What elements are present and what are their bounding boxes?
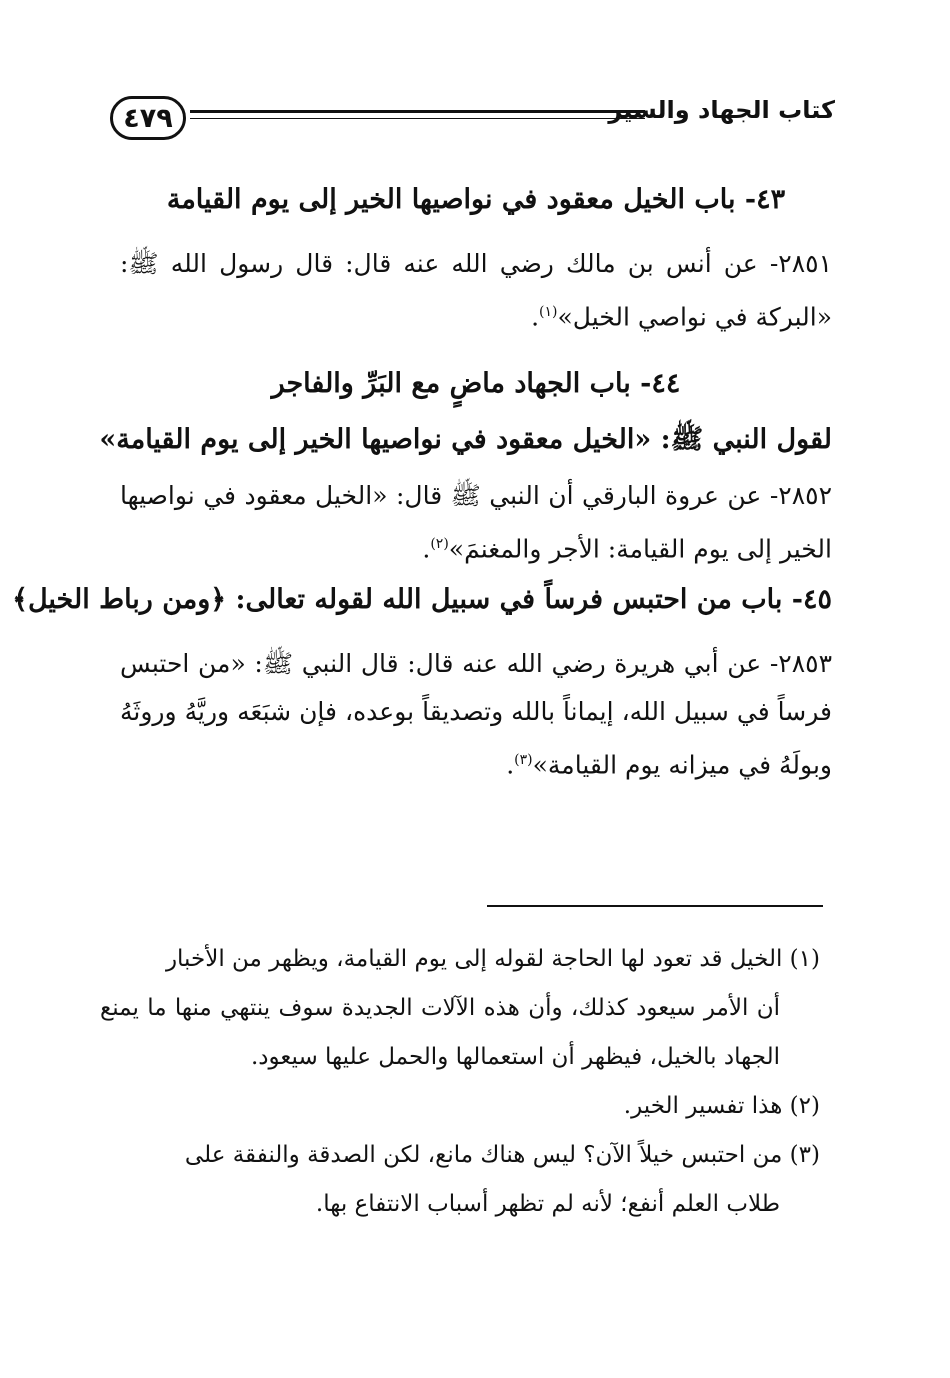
footnote-label: (١): [789, 946, 820, 972]
hadith-2853: [120, 640, 832, 789]
footnote-3: [100, 1131, 820, 1229]
footnote-label: (٢): [789, 1093, 820, 1119]
hadith-end: .: [531, 302, 540, 332]
page-number: ٤٧٩: [110, 96, 186, 140]
chapter-title-43: ٤٣- باب الخيل معقود في نواصيها الخير إلى يوم القيامة: [166, 184, 786, 215]
hadith-2851: [120, 240, 832, 341]
footnote-label: (٣): [789, 1142, 820, 1168]
hadith-text: ٢٨٥١- عن أنس بن مالك رضي الله عنه قال: قال رسول الله ﷺ: «البركة في نواصي الخيل»: [120, 249, 832, 332]
hadith-end: .: [506, 750, 515, 780]
chapter-title-45: ٤٥- باب من احتبس فرساً في سبيل الله لقوله تعالى: ﴿ومن رباط الخيل﴾: [12, 584, 832, 615]
footnote-text: الخيل قد تعود لها الحاجة لقوله إلى يوم القيامة، ويظهر من الأخبار: [165, 946, 783, 972]
footnote-continuation: طلاب العلم أنفع؛ لأنه لم تظهر أسباب الانتفاع بها.: [315, 1191, 780, 1217]
footnote-separator: [487, 905, 823, 907]
header-rule: [190, 110, 645, 119]
hadith-end: .: [422, 534, 431, 564]
book-title: كتاب الجهاد والسير: [608, 96, 835, 124]
footnote-ref: (٢): [430, 536, 449, 552]
footnote-1: [100, 935, 820, 1082]
page-header: [110, 96, 835, 144]
footnotes: [100, 935, 820, 1229]
footnote-2: [100, 1082, 820, 1131]
footnote-ref: (٣): [514, 752, 533, 768]
footnote-ref: (١): [539, 304, 558, 320]
hadith-text: ٢٨٥٣- عن أبي هريرة رضي الله عنه قال: قال النبي ﷺ: «من احتبس فرساً في سبيل الله، إيماناً بالله وتصديقاً بوعده، فإن شبَعَه وريَّهُ وروثَهُ وبولَهُ في ميزانه يوم القيامة»: [120, 649, 832, 780]
hadith-text: ٢٨٥٢- عن عروة البارقي أن النبي ﷺ قال: «الخيل معقود في نواصيها الخير إلى يوم القيامة: الأجر والمغنمَ»: [120, 481, 832, 564]
footnote-continuation: أن الأمر سيعود كذلك، وأن هذه الآلات الجديدة سوف ينتهي منها ما يمنع الجهاد بالخيل، فيظهر أن استعمالها والحمل عليها سيعود.: [100, 995, 780, 1070]
footnote-text: هذا تفسير الخير.: [623, 1093, 783, 1119]
footnote-text: من احتبس خيلاً الآن؟ ليس هناك مانع، لكن الصدقة والنفقة على: [184, 1142, 783, 1168]
chapter-title-44: ٤٤- باب الجهاد ماضٍ مع البَرِّ والفاجر: [271, 368, 681, 399]
hadith-2852: [120, 472, 832, 573]
chapter-subtitle-44: لقول النبي ﷺ: «الخيل معقود في نواصيها الخير إلى يوم القيامة»: [99, 424, 832, 455]
